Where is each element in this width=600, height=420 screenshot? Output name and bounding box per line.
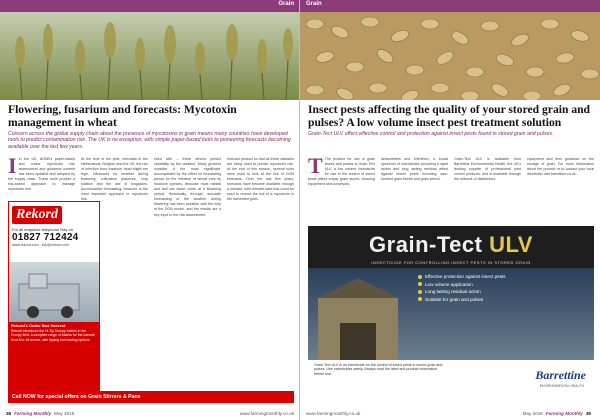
right-date: May 2016 (522, 410, 543, 416)
left-footer (0, 406, 300, 420)
left-dropcap: I (8, 157, 17, 178)
wheat-field-image (0, 12, 300, 100)
rekord-promo-text: Rekord introduces the Hi-Tip Dumpy trailers in the Dumpy field. A complete range of trailers for the harvest, from 6 to 16 tonnes, with tipping and loading options. (11, 329, 96, 342)
left-page-number: 38 (6, 410, 12, 416)
right-col-3 (454, 157, 521, 223)
grain-machine-image (9, 262, 99, 322)
grain-tect-feature-list (418, 274, 538, 304)
right-header-strip (300, 0, 600, 12)
left-col-3 (154, 157, 221, 405)
left-col-3-text: shed with – these drivers predict variability by the weather. Many growers consider it the most significant, accompanied by the effect on forecasting period for the infection of wheat ears by fusarium species, because most rainfall and leaf ear factor come at a flowering period. Historically, through, accurate forecasting of the weather during flowering has been possible with the help of the DON model, and the results are a key input to the risk assessment. (154, 157, 221, 217)
grain-tect-footer-panel (308, 360, 594, 406)
left-col-2-text: At the time of the year, forecasts in the Netherlands, Belgium and the UK, the risk of infection from fusarium head blight are high, influenced by weather during flowering, cultivation practices, crop rotation and the use of fungicides. Accumulative forecasting, however, is the most important approach to mycotoxin risk. (81, 157, 148, 202)
right-col-2 (381, 157, 448, 223)
left-date: May 2016 (54, 410, 75, 416)
grain-tect-brand-b: ULV (489, 232, 533, 257)
grain-kernels-image (300, 12, 600, 100)
grain-photo (300, 12, 600, 100)
left-section-tag: Grain (278, 1, 294, 7)
grain-tect-brand (308, 232, 594, 258)
rekord-phone: 01827 712424 (12, 232, 79, 243)
rekord-promo-title: Rekord's Cutter Box Harvest (11, 323, 66, 328)
bullet-icon (418, 275, 422, 279)
grain-tect-brand-a: Grain-Tect (369, 232, 483, 257)
rekord-header (9, 202, 99, 262)
left-magazine-name: Farming Monthly (14, 410, 52, 416)
rekord-call-text: For all enquiries telephone Ray on (12, 227, 73, 232)
right-magazine-name: Farming Monthly (545, 410, 583, 416)
left-headline: Flowering, fusarium and forecasts: Mycotoxin management in wheat (8, 103, 237, 129)
barrettine-subtitle: ENVIRONMENTAL HEALTH (539, 384, 584, 388)
left-col-4 (227, 157, 294, 405)
right-page-number: 39 (585, 410, 591, 416)
grain-tect-strapline: INSECTICIDE FOR CONTROLLING INSECT PESTS IN STORED GRAIN (371, 260, 531, 265)
wheat-photo (0, 12, 300, 100)
right-section-tag: Grain (306, 1, 322, 7)
right-col-1-text: The product for use in grain stores and pulses is Grain-Tect ULV, a low volume insecticide for use in the control of insect pests within empty grain stores, cleaning equipment and conveyors. (308, 157, 375, 187)
grain-tect-small-print: Grain-Tect ULV is an insecticide for the control of insect pests in stored grain and pulses. Use insecticides safely. Always read the label and product information before use. (314, 363, 443, 376)
bullet-icon (418, 297, 422, 301)
right-footer (300, 406, 600, 420)
rekord-advert[interactable] (8, 201, 100, 391)
feature-item: Low volume application (418, 282, 538, 287)
rekord-machine-photo (9, 262, 99, 322)
rekord-promo (9, 322, 99, 392)
rekord-logo: Rekord (12, 206, 62, 224)
right-standfirst: Grain-Tect ULV offers effective control and protection against insect pests found in stored grain and pulses. (308, 131, 554, 137)
right-col-4 (527, 157, 594, 223)
feature-item: Effective protection against insect pests (418, 274, 538, 279)
left-col-1-text: In the UK, AHDB's paper-based and online mycotoxin risk assessment and guidance content has been updated and adopted by the supply chain. These tools provide a risk-based approach to manage mycotoxin risk. (8, 157, 75, 192)
left-col-4-text: forecast product so that all these datasets are being used to predict mycotoxin risk. At the end of this season, several tools were used to look at the risk of DON forecasts. Over the last few years, forecasts have become available through a website, with relevant data that could be used to reduce the risk of a mycotoxin in the harvested grain. (227, 157, 294, 202)
left-url[interactable]: www.farmingmonthly.co.uk (239, 410, 294, 416)
bullet-icon (418, 290, 422, 294)
rekord-offer-bar[interactable]: Call NOW for special offers on Grain Stirrers & Pans (8, 391, 294, 403)
feature-item: Suitable for grain and pulses (418, 297, 538, 302)
feature-item: Long lasting residual action (418, 289, 538, 294)
right-col-1 (308, 157, 375, 223)
right-col-3-text: Grain-Tect ULV is available from Barrettine Environmental Health, the UK's leading supplier of professional pest control products, and is available through the network of distributors. (454, 157, 521, 182)
left-standfirst: Concern across the global supply chain about the presence of mycotoxins in grain means many countries have developed tools to predict contamination risk. The UK is no exception, with simple paper-based tools to pioneering forecasts becoming available over the last few years. (8, 131, 291, 150)
grain-store-image (308, 268, 408, 360)
barrettine-logo: Barrettine (535, 368, 586, 382)
bullet-icon (418, 282, 422, 286)
right-col-4-text: equipment and their guidance on the storage of grain. For more information about the product or to contact your local distributor visit barrettine.co.uk. (527, 157, 594, 177)
right-headline: Insect pests affecting the quality of your stored grain and pulses? A low volume insect pest treatment solution (308, 103, 591, 129)
right-body-columns (308, 157, 594, 223)
grain-tect-advert[interactable] (308, 226, 594, 406)
right-dropcap: T (308, 157, 323, 178)
left-header-strip (0, 0, 300, 12)
rekord-web: www.rekord.com · info@rekord.com (12, 243, 70, 247)
right-url[interactable]: www.farmingmonthly.co.uk (306, 410, 361, 416)
right-col-2-text: deltamethrin and bifenthrin, a broad spectrum of insecticides providing a rapid action and long lasting residual effect against insect pests including saw-toothed grain beetle and grain weevil. (381, 157, 448, 182)
right-page (300, 0, 600, 420)
